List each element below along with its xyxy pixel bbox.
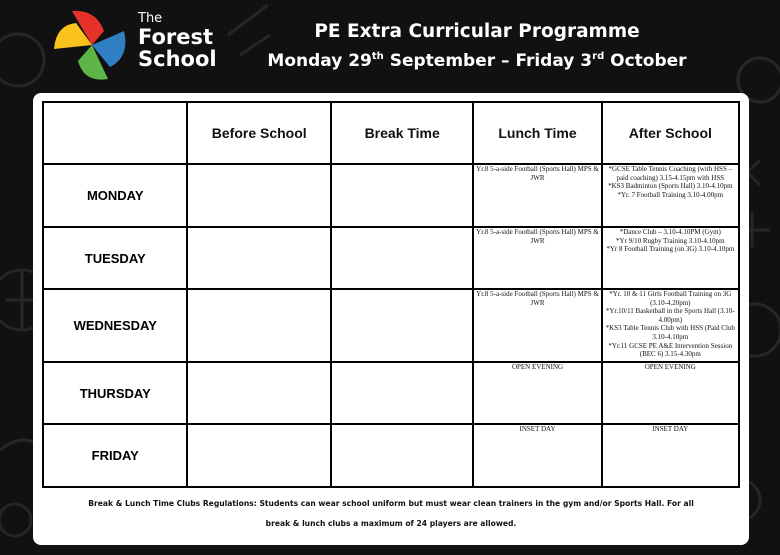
regulations-line: Break & Lunch Time Clubs Regulations: Students can wear school uniform but must wear clean trainers in the gym and/or Sports Hall. For all: [88, 499, 694, 508]
corner-cell: [43, 102, 187, 164]
school-logo: [52, 5, 232, 85]
slot-before: [187, 227, 330, 289]
activity-text: *GCSE Table Tennis Coaching (with HSS – paid coaching) 3.15-4.15pm with HSS: [608, 165, 733, 182]
column-header: Before School: [187, 102, 330, 164]
activity-text: *Yr 9/10 Rugby Training 3.10-4.10pm: [616, 236, 725, 245]
slot-lunch: [473, 289, 601, 362]
activity-text: *Yr.11 GCSE PE A&E Intervention Session (BEC 6) 3.15-4.30pm: [608, 341, 733, 359]
column-header: Lunch Time: [473, 102, 601, 164]
page-title: PE Extra Curricular Programme: [314, 21, 640, 42]
day-label: THURSDAY: [43, 362, 187, 424]
activity-text: *Yr. 10 & 11 Girls Football Training on 3G (3.10-4.20pm): [609, 290, 732, 307]
slot-after: [602, 362, 739, 424]
schedule-table: [42, 101, 740, 488]
column-header: After School: [602, 102, 739, 164]
slot-break: [331, 424, 473, 487]
activity-text: *Yr 8 Football Training (on 3G) 3.10-4.10pm: [606, 245, 735, 254]
day-label: FRIDAY: [43, 424, 187, 487]
activity-text: Yr.8 5-a-side Football (Sports Hall) MPS & JWR: [476, 165, 599, 182]
day-row: [43, 227, 739, 289]
activity-text: *Yr. 7 Football Training 3.10-4.00pm: [617, 190, 724, 199]
activity-text: *KS3 Badminton (Sports Hall) 3.10-4.10pm: [608, 182, 733, 191]
slot-break: [331, 289, 473, 362]
pinwheel-logo-icon: [52, 5, 132, 85]
schedule-card: [33, 93, 749, 545]
football-icon: [0, 34, 44, 86]
slot-break: [331, 362, 473, 424]
activity-text: OPEN EVENING: [511, 363, 564, 371]
activity-text: Yr.8 5-a-side Football (Sports Hall) MPS & JWR: [476, 228, 599, 245]
slot-lunch: [473, 164, 601, 227]
slot-lunch: [473, 227, 601, 289]
slot-before: [187, 289, 330, 362]
slot-after: [602, 227, 739, 289]
slot-before: [187, 362, 330, 424]
logo-forest-text: Forest: [138, 25, 214, 49]
logo-the-text: The: [138, 11, 163, 26]
activity-text: OPEN EVENING: [644, 363, 696, 371]
page-heading: [262, 20, 692, 74]
day-label: WEDNESDAY: [43, 289, 187, 362]
column-header: Break Time: [331, 102, 473, 164]
header-row: [43, 102, 739, 164]
activity-text: INSET DAY: [519, 425, 556, 433]
day-label: TUESDAY: [43, 227, 187, 289]
day-row: [43, 164, 739, 227]
day-row: [43, 424, 739, 487]
regulations-note: [33, 498, 749, 538]
date-range: Monday 29th September – Friday 3rd October: [267, 51, 687, 71]
activity-text: *KS3 Table Tennis Club with HSS (Paid Club 3.10-4.10pm: [605, 324, 735, 341]
activity-text: *Yr.10/11 Basketball in the Sports Hall (3.10-4.00pm): [605, 307, 735, 324]
logo-school-text: School: [138, 47, 217, 71]
day-row: [43, 289, 739, 362]
slot-lunch: [473, 424, 601, 487]
activity-text: *Dance Club – 3.10-4.10PM (Gym): [619, 228, 721, 236]
slot-break: [331, 227, 473, 289]
slot-after: [602, 424, 739, 487]
activity-text: INSET DAY: [652, 425, 689, 433]
slot-break: [331, 164, 473, 227]
slot-after: [602, 164, 739, 227]
regulations-line: break & lunch clubs a maximum of 24 players are allowed.: [265, 519, 517, 528]
day-label: MONDAY: [43, 164, 187, 227]
slot-after: [602, 289, 739, 362]
day-row: [43, 362, 739, 424]
slot-before: [187, 164, 330, 227]
slot-before: [187, 424, 330, 487]
slot-lunch: [473, 362, 601, 424]
activity-text: Yr.8 5-a-side Football (Sports Hall) MPS & JWR: [476, 290, 599, 307]
